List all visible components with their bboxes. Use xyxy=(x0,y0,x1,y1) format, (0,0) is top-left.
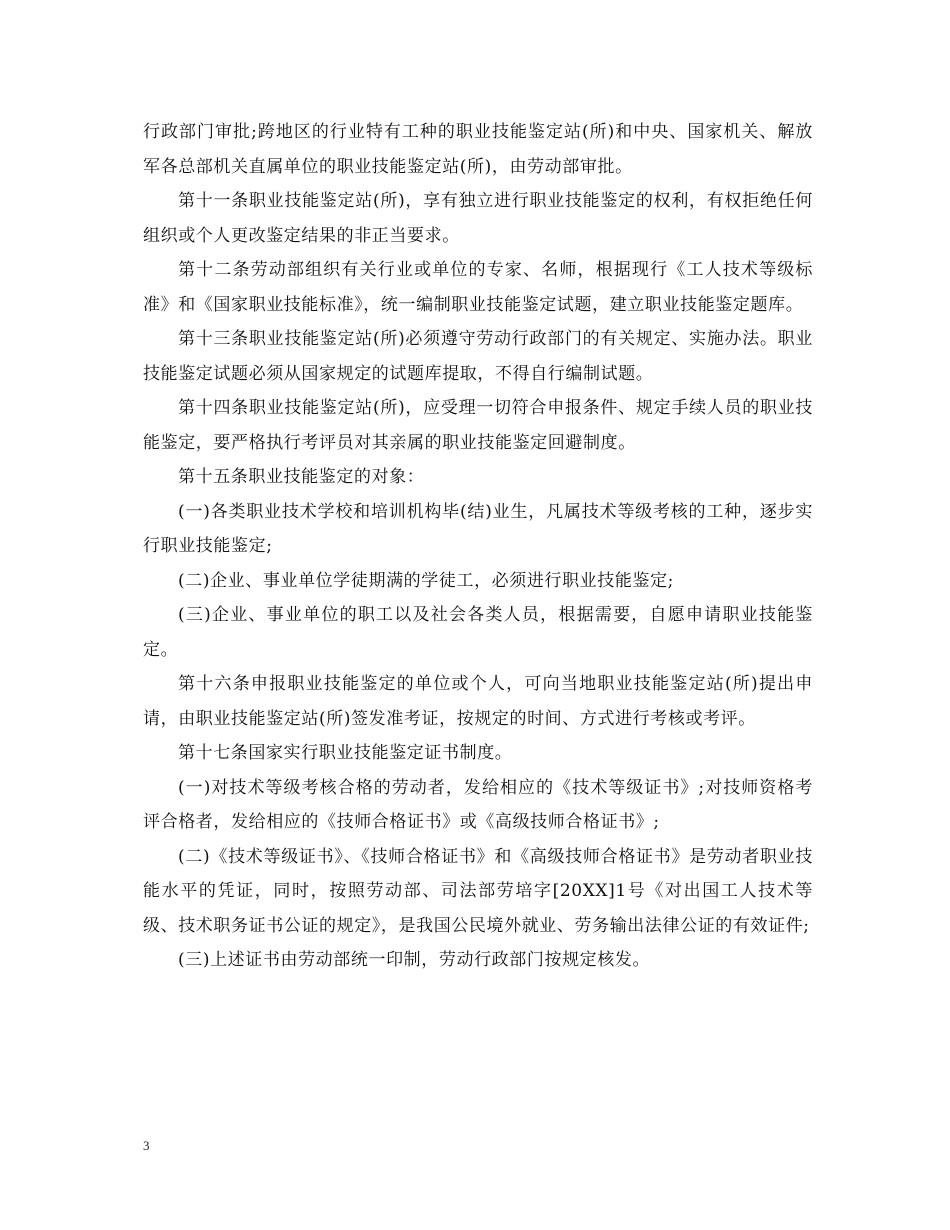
paragraph-1: 行政部门审批;跨地区的行业特有工种的职业技能鉴定站(所)和中央、国家机关、解放军各总部机关直属单位的职业技能鉴定站(所)，由劳动部审批。 xyxy=(143,122,813,177)
paragraph-article-16: 第十六条申报职业技能鉴定的单位或个人，可向当地职业技能鉴定站(所)提出申请，由职业技能鉴定站(所)签发准考证，按规定的时间、方式进行考核或考评。 xyxy=(143,674,813,729)
paragraph-article-11: 第十一条职业技能鉴定站(所)，享有独立进行职业技能鉴定的权利，有权拒绝任何组织或个人更改鉴定结果的非正当要求。 xyxy=(143,191,813,246)
paragraph-article-17-item-1: (一)对技术等级考核合格的劳动者，发给相应的《技术等级证书》;对技师资格考评合格者，发给相应的《技师合格证书》或《高级技师合格证书》; xyxy=(143,777,813,832)
paragraph-article-17-item-3: (三)上述证书由劳动部统一印制，劳动行政部门按规定核发。 xyxy=(178,950,651,970)
paragraph-article-17-item-2: (二)《技术等级证书》、《技师合格证书》和《高级技师合格证书》是劳动者职业技能水平的凭证，同时，按照劳动部、司法部劳培字[20XX]1号《对出国工人技术等级、技术职务证书公证的规定》，是我国公民境外就业、劳务输出法律公证的有效证件; xyxy=(143,846,813,936)
page-number: 3 xyxy=(143,1138,150,1153)
document-body xyxy=(143,115,813,978)
paragraph-article-15-item-2: (二)企业、事业单位学徒期满的学徒工，必须进行职业技能鉴定; xyxy=(178,570,674,591)
paragraph-article-15-item-3: (三)企业、事业单位的职工以及社会各类人员，根据需要，自愿申请职业技能鉴定。 xyxy=(143,605,813,660)
paragraph-article-14: 第十四条职业技能鉴定站(所)，应受理一切符合申报条件、规定手续人员的职业技能鉴定，要严格执行考评员对其亲属的职业技能鉴定回避制度。 xyxy=(143,398,813,453)
paragraph-article-17: 第十七条国家实行职业技能鉴定证书制度。 xyxy=(178,743,513,763)
paragraph-article-13: 第十三条职业技能鉴定站(所)必须遵守劳动行政部门的有关规定、实施办法。职业技能鉴定试题必须从国家规定的试题库提取，不得自行编制试题。 xyxy=(143,329,813,384)
paragraph-article-15: 第十五条职业技能鉴定的对象： xyxy=(178,467,425,487)
paragraph-article-12: 第十二条劳动部组织有关行业或单位的专家、名师，根据现行《工人技术等级标准》和《国家职业技能标准》，统一编制职业技能鉴定试题，建立职业技能鉴定题库。 xyxy=(143,260,813,315)
paragraph-article-15-item-1: (一)各类职业技术学校和培训机构毕(结)业生，凡属技术等级考核的工种，逐步实行职业技能鉴定; xyxy=(143,501,813,556)
